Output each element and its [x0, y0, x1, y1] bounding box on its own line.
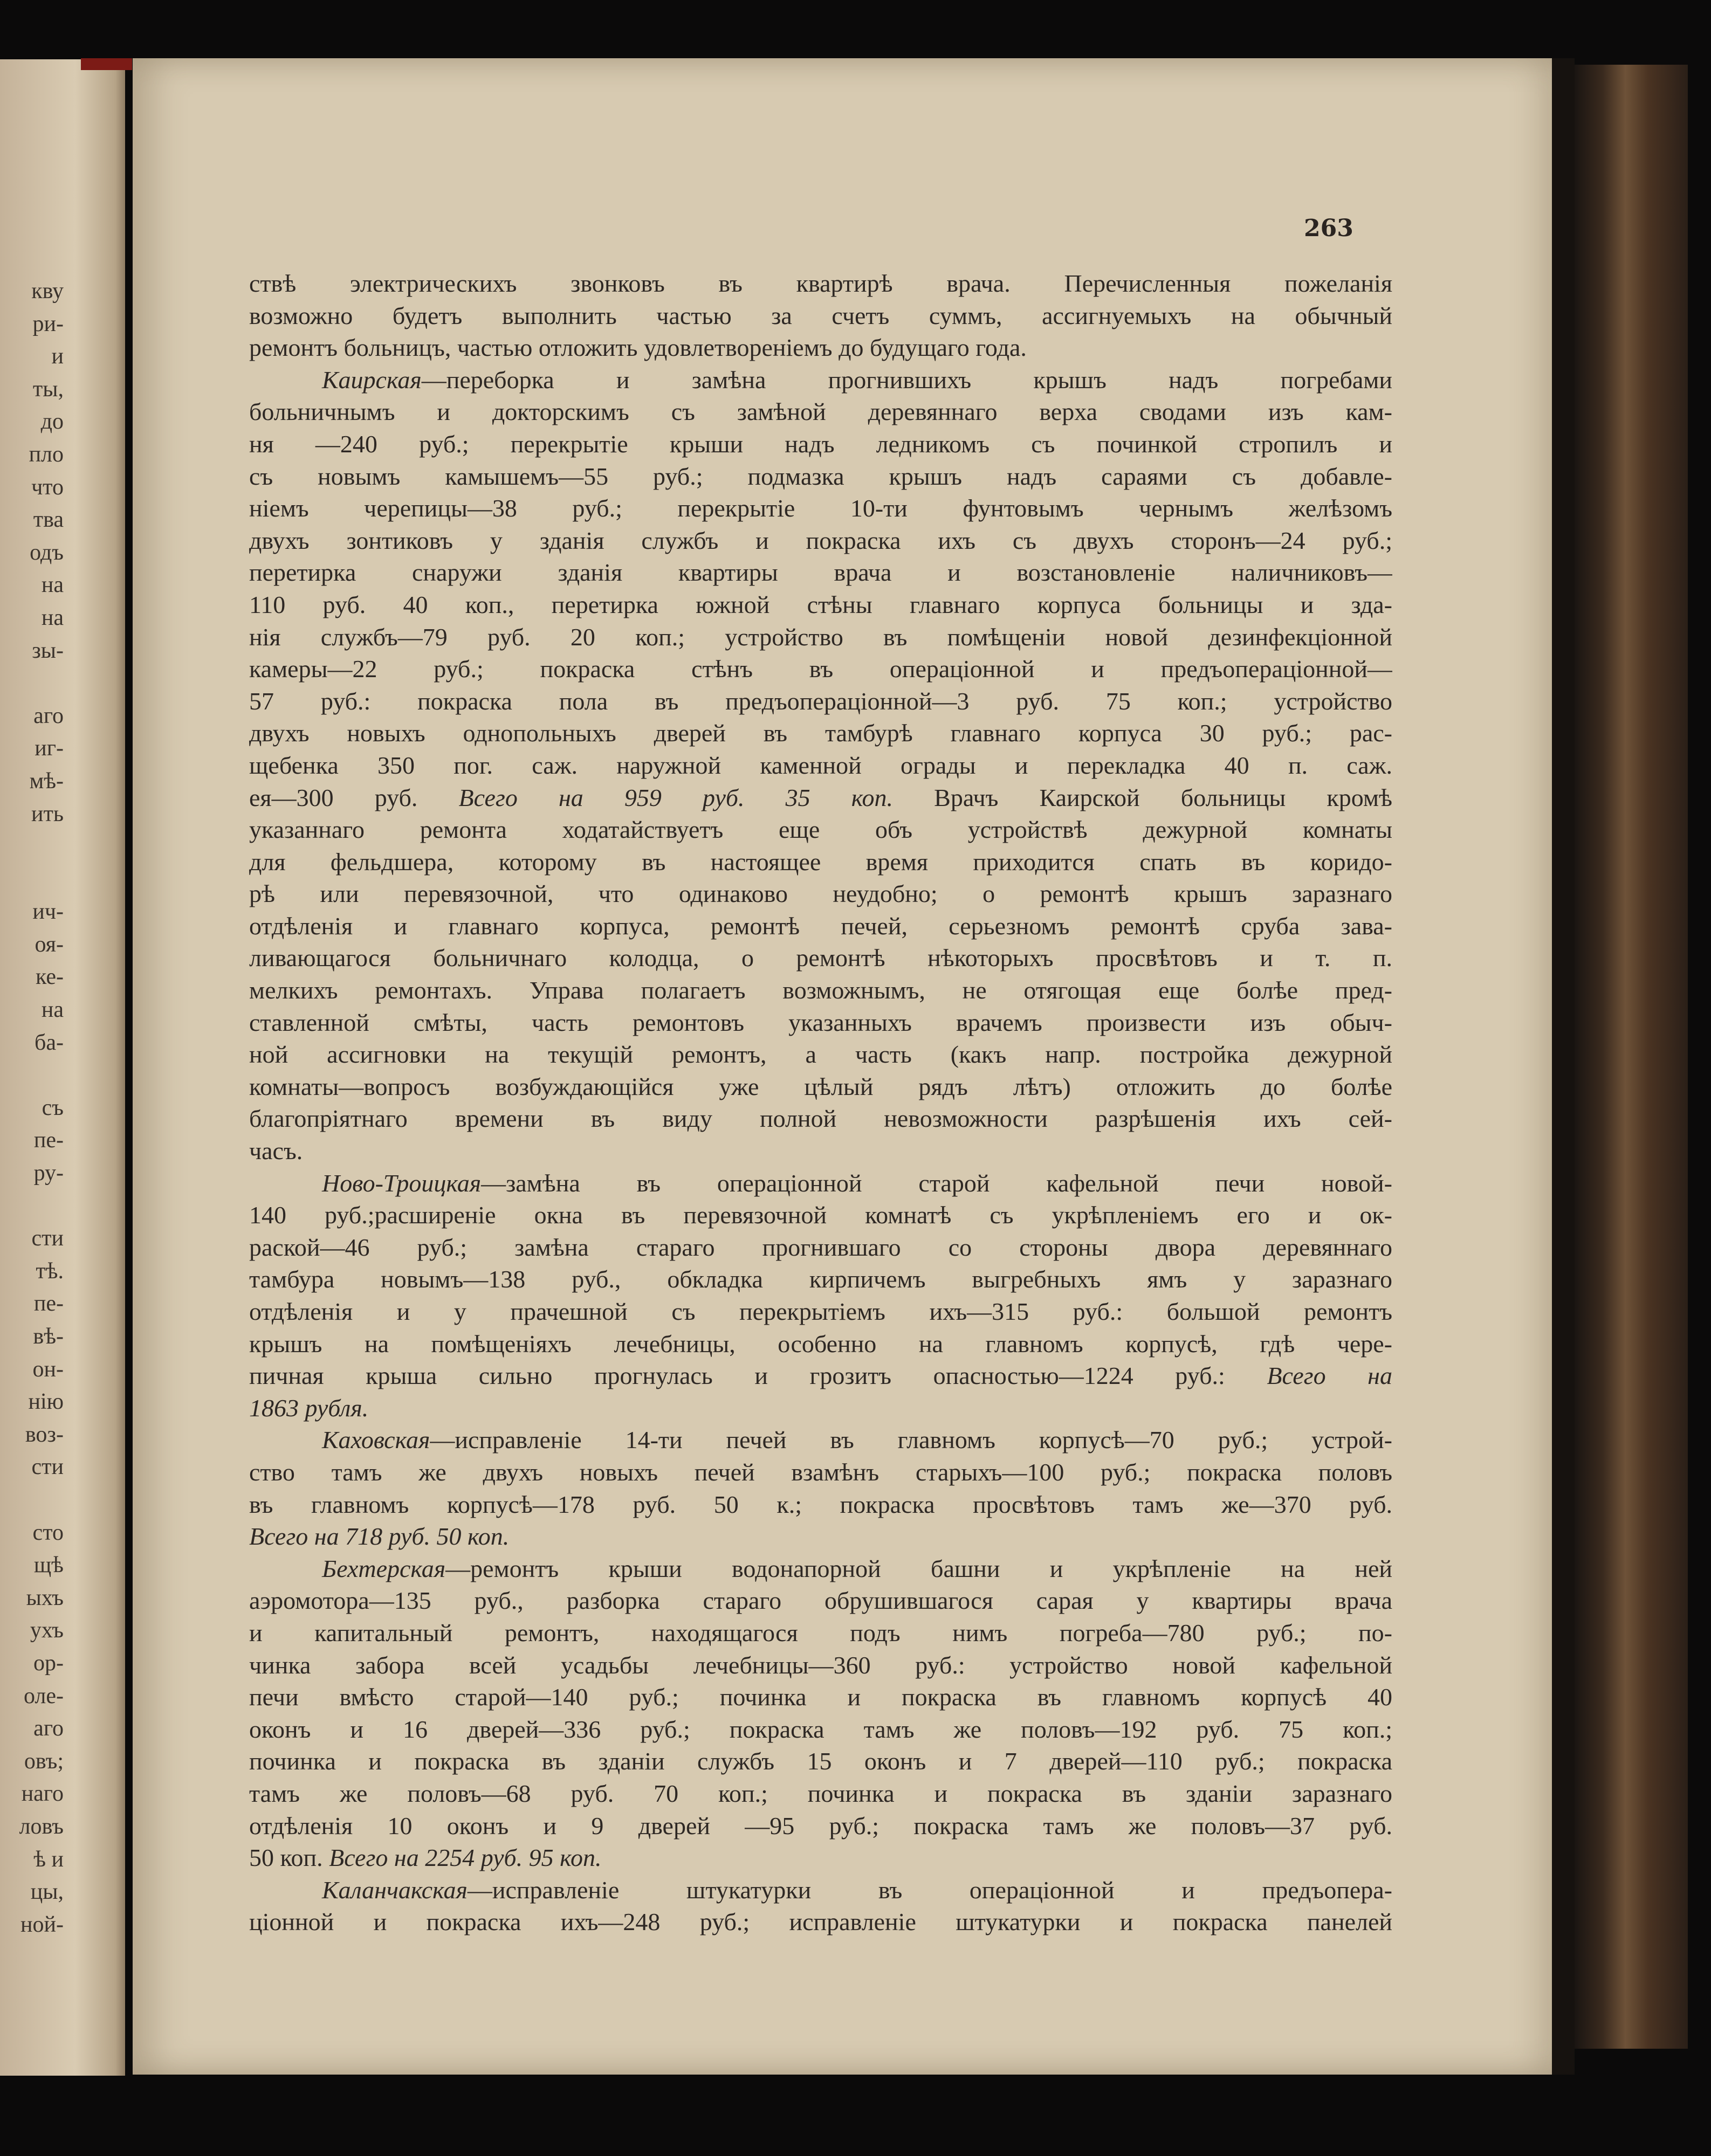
- text-line: [249, 942, 1392, 974]
- left-page-fragment: ич-: [32, 899, 64, 925]
- left-page-fragment: овъ;: [24, 1748, 64, 1774]
- line-text: для фельдшера, которому въ настоящее время приходится спать въ коридо-: [249, 848, 1392, 876]
- left-page-fragment: ри-: [32, 311, 64, 336]
- total-amount: Всего на 718 руб. 50 коп.: [249, 1523, 510, 1551]
- text-line: [249, 1489, 1392, 1521]
- line-text: щебенка 350 пог. саж. наружной каменной ограды и перекладка 40 п. саж.: [249, 751, 1392, 779]
- text-line: [249, 332, 1392, 364]
- line-text: ніемъ черепицы—38 руб.; перекрытіе 10-ти фунтовымъ чернымъ желѣзомъ: [249, 494, 1392, 522]
- line-text: Врачъ Каирской больницы кромѣ: [893, 783, 1392, 811]
- text-line: [249, 1038, 1392, 1071]
- line-text: починка и покраска въ зданіи службъ 15 оконъ и 7 дверей—110 руб.; покраска: [249, 1747, 1392, 1775]
- line-text: ремонтъ больницъ, частью отложить удовлетвореніемъ до будущаго года.: [249, 334, 1027, 362]
- text-line: [249, 1713, 1392, 1746]
- left-page-fragment: мѣ-: [29, 768, 64, 794]
- left-page-fragment: [0, 863, 64, 896]
- left-page-fragment: оле-: [23, 1683, 64, 1709]
- left-page-fragment: [0, 1059, 64, 1092]
- line-text: нія службъ—79 руб. 20 коп.; устройство въ помѣщеніи новой дезинфекціонной: [249, 623, 1392, 651]
- left-page-fragment: на: [41, 573, 64, 598]
- line-text: благопріятнаго времени въ виду полной невозможности разрѣшенія ихъ сей-: [249, 1105, 1392, 1133]
- text-line: [249, 460, 1392, 493]
- text-line: [249, 1810, 1392, 1842]
- line-text: двухъ новыхъ однопольныхъ дверей въ тамбурѣ главнаго корпуса 30 руб.; рас-: [249, 719, 1392, 747]
- page-body-text: [249, 267, 1392, 1938]
- text-line: [249, 846, 1392, 878]
- left-page-fragment: ты,: [32, 376, 64, 402]
- line-text: аэромотора—135 руб., разборка стараго обрушившагося сарая у квартиры врача: [249, 1587, 1392, 1615]
- text-line: [249, 589, 1392, 621]
- text-line: [249, 1392, 1392, 1424]
- text-line: [249, 1103, 1392, 1135]
- text-line: [249, 428, 1392, 460]
- left-page-fragment: ловъ: [19, 1814, 64, 1839]
- line-text: —исправленіе 14-ти печей въ главномъ корпусѣ—70 руб.; устрой-: [430, 1426, 1392, 1454]
- left-page-fragment: сто: [32, 1520, 64, 1545]
- line-text: —исправленіе штукатурки въ операціонной и предъопера-: [467, 1876, 1392, 1904]
- text-line: [249, 1007, 1392, 1039]
- line-text: и капитальный ремонтъ, находящагося подъ нимъ погреба—780 руб.; по-: [249, 1618, 1392, 1647]
- left-page-fragment: и: [51, 344, 64, 369]
- text-line: [249, 1553, 1392, 1585]
- text-line: [249, 1778, 1392, 1810]
- text-line: [249, 1842, 1392, 1874]
- left-page-fragment: [0, 1484, 64, 1517]
- left-page-fragment: вѣ-: [33, 1324, 64, 1349]
- left-page-fragment: сти: [31, 1226, 64, 1251]
- left-page-fragment: ить: [31, 801, 64, 826]
- left-page-fragment: ор-: [33, 1650, 64, 1676]
- line-text: —ремонтъ крыши водонапорной башни и укрѣпленіе на ней: [445, 1554, 1392, 1582]
- text-line: [249, 814, 1392, 846]
- place-name: Ново-Троицкая: [322, 1169, 482, 1197]
- line-text: крышъ на помѣщеніяхъ лечебницы, особенно на главномъ корпусѣ, гдѣ чере-: [249, 1330, 1392, 1358]
- line-text: ея—300 руб.: [249, 783, 459, 811]
- line-text: чинка забора всей усадьбы лечебницы—360 руб.: устройство новой кафельной: [249, 1651, 1392, 1679]
- text-line: [249, 396, 1392, 428]
- line-text: цiонной и покраска ихъ—248 руб.; исправленіе штукатурки и покраска панелей: [249, 1908, 1392, 1936]
- text-line: [249, 1199, 1392, 1231]
- left-page-fragment: тѣ.: [36, 1258, 64, 1284]
- line-text: отдѣленія 10 оконъ и 9 дверей —95 руб.; покраска тамъ же половъ—37 руб.: [249, 1811, 1392, 1840]
- text-line: [249, 525, 1392, 557]
- left-page-fragment: ной-: [20, 1912, 64, 1937]
- text-line: [249, 717, 1392, 749]
- line-text: перетирка снаружи зданія квартиры врача и возстановленіе наличниковъ—: [249, 559, 1392, 587]
- line-text: отдѣленія и главнаго корпуса, ремонтѣ печей, серьезномъ ремонтѣ сруба зава-: [249, 912, 1392, 940]
- text-line: [249, 1617, 1392, 1649]
- line-text: оконъ и 16 дверей—336 руб.; покраска тамъ же половъ—192 руб. 75 коп.;: [249, 1715, 1392, 1743]
- text-line: [249, 1328, 1392, 1360]
- left-page-fragment: [0, 1190, 64, 1223]
- line-text: возможно будетъ выполнить частью за счетъ суммъ, ассигнуемыхъ на обычный: [249, 301, 1392, 329]
- line-text: тамбура новымъ—138 руб., обкладка кирпичемъ выгребныхъ ямъ у заразнаго: [249, 1265, 1392, 1293]
- line-text: больничнымъ и докторскимъ съ замѣной деревяннаго верха сводами изъ кам-: [249, 398, 1392, 426]
- text-line: [249, 1585, 1392, 1617]
- book-spine-edge: [1552, 58, 1575, 2075]
- left-page-fragment: ѣ и: [33, 1847, 64, 1872]
- line-text: въ главномъ корпусѣ—178 руб. 50 к.; покраска просвѣтовъ тамъ же—370 руб.: [249, 1490, 1392, 1518]
- line-text: камеры—22 руб.; покраска стѣнъ въ операціонной и предъоперацiонной—: [249, 655, 1392, 683]
- line-text: 140 руб.;расширеніе окна въ перевязочной комнатѣ съ укрѣпленіемъ его и ок-: [249, 1201, 1392, 1229]
- left-page-fragment: до: [40, 409, 64, 435]
- text-line: [249, 1681, 1392, 1713]
- left-page-fragment: аго: [33, 703, 64, 728]
- text-line: [249, 653, 1392, 685]
- text-line: [249, 1520, 1392, 1553]
- left-page-fragment: воз-: [25, 1422, 64, 1447]
- left-page-fragment: [0, 830, 64, 863]
- text-line: [249, 556, 1392, 589]
- line-text: комнаты—вопросъ возбуждающійся уже цѣлый рядъ лѣтъ) отложить до болѣе: [249, 1072, 1392, 1100]
- text-line: [249, 910, 1392, 942]
- text-line: [249, 1456, 1392, 1489]
- line-text: ня —240 руб.; перекрытіе крыши надъ ледникомъ съ починкой стропилъ и: [249, 430, 1392, 458]
- text-line: [249, 878, 1392, 910]
- total-amount: Всего на: [1267, 1362, 1392, 1390]
- line-text: ливающагося больничнаго колодца, о ремонтѣ нѣкоторыхъ просвѣтовъ и т. п.: [249, 944, 1392, 972]
- text-line: [249, 300, 1392, 332]
- left-page-red-edge: [81, 58, 132, 70]
- text-line: [249, 492, 1392, 525]
- text-line: [249, 267, 1392, 300]
- left-page-fragment: он-: [32, 1356, 64, 1382]
- text-line: [249, 782, 1392, 814]
- line-text: 50 коп.: [249, 1844, 329, 1872]
- text-line: [249, 1071, 1392, 1103]
- line-text: ствѣ электрическихъ звонковъ въ квартирѣ врача. Перечисленныя пожеланія: [249, 270, 1392, 297]
- left-page-fragment: ру-: [33, 1161, 64, 1186]
- line-text: двухъ зонтиковъ у зданія службъ и покраска ихъ съ двухъ сторонъ—24 руб.;: [249, 526, 1392, 554]
- line-text: —переборка и замѣна прогнившихъ крышъ надъ погребами: [421, 366, 1392, 394]
- text-line: [249, 685, 1392, 718]
- line-text: раской—46 руб.; замѣна стараго прогнившаго со стороны двора деревяннаго: [249, 1233, 1392, 1261]
- text-line: [249, 1360, 1392, 1392]
- total-amount: Всего на 959 руб. 35 коп.: [458, 783, 894, 811]
- left-page-fragment: ке-: [36, 965, 64, 990]
- left-page-fragment: щѣ: [33, 1553, 64, 1578]
- left-page-fragment: кву: [31, 279, 64, 304]
- line-text: ставленной смѣты, часть ремонтовъ указанныхъ врачемъ произвести изъ обыч-: [249, 1008, 1392, 1036]
- text-line: [249, 1167, 1392, 1200]
- place-name: Каховская: [322, 1426, 430, 1454]
- line-text: указаннаго ремонта ходатайствуетъ еще объ устройствѣ дежурной комнаты: [249, 816, 1392, 844]
- line-text: 57 руб.: покраска пола въ предъоперацiонной—3 руб. 75 коп.; устройство: [249, 687, 1392, 715]
- text-line: [249, 749, 1392, 782]
- left-page-fragment: что: [31, 474, 64, 500]
- line-text: отдѣленія и у прачешной съ перекрытіемъ ихъ—315 руб.: большой ремонтъ: [249, 1298, 1392, 1325]
- place-name: Каланчакская: [322, 1876, 468, 1904]
- total-amount: Всего на 2254 руб. 95 коп.: [329, 1844, 602, 1872]
- text-line: [249, 1263, 1392, 1296]
- line-text: —замѣна въ операціонной старой кафельной печи новой-: [481, 1169, 1392, 1197]
- left-page-text-fragments: [0, 275, 64, 1941]
- left-page-fragment: на: [41, 997, 64, 1023]
- line-text: тамъ же половъ—68 руб. 70 коп.; починка и покраска въ зданіи заразнаго: [249, 1779, 1392, 1807]
- left-page-fragment: зы-: [32, 638, 64, 663]
- left-page-fragment: оя-: [35, 932, 64, 957]
- line-text: печи вмѣсто старой—140 руб.; починка и покраска въ главномъ корпусѣ 40: [249, 1683, 1392, 1711]
- left-page-fragment: нію: [28, 1389, 64, 1415]
- text-line: [249, 1874, 1392, 1906]
- line-text: 110 руб. 40 коп., перетирка южной стѣны главнаго корпуса больницы и зда-: [249, 590, 1392, 618]
- text-line: [249, 1906, 1392, 1938]
- text-line: [249, 974, 1392, 1007]
- total-amount: 1863 рубля.: [249, 1394, 369, 1422]
- left-page-fragment: сти: [31, 1455, 64, 1480]
- left-page-fragment: пе-: [33, 1128, 64, 1153]
- text-line: [249, 1231, 1392, 1264]
- left-page-fragment: ба-: [35, 1030, 64, 1055]
- line-text: ство тамъ же двухъ новыхъ печей взамѣнъ старыхъ—100 руб.; покраска половъ: [249, 1458, 1392, 1486]
- text-line: [249, 364, 1392, 396]
- left-page-fragment: [0, 667, 64, 700]
- left-page-fragment: пло: [29, 442, 64, 467]
- text-line: [249, 1424, 1392, 1456]
- line-text: часъ.: [249, 1137, 303, 1165]
- left-page-fragment: ыхъ: [26, 1585, 64, 1610]
- left-page-fragment: иг-: [35, 736, 64, 761]
- left-page-fragment: цы,: [30, 1879, 64, 1905]
- text-line: [249, 1745, 1392, 1778]
- left-page-fragment: одъ: [30, 540, 64, 565]
- left-page-fragment: наго: [21, 1781, 64, 1807]
- line-text: мелкихъ ремонтахъ. Управа полагаетъ возможнымъ, не отягощая еще болѣе пред-: [249, 976, 1392, 1004]
- text-line: [249, 1135, 1392, 1167]
- left-page-fragment: пе-: [33, 1291, 64, 1317]
- line-text: ной ассигновки на текущій ремонтъ, а часть (какъ напр. постройка дежурной: [249, 1041, 1392, 1069]
- left-page-fragment: тва: [33, 507, 64, 533]
- page-number: 263: [1304, 215, 1353, 242]
- line-text: съ новымъ камышемъ—55 руб.; подмазка крышъ надъ сараями съ добавле-: [249, 462, 1392, 490]
- left-page-fragment: ухъ: [30, 1618, 64, 1643]
- left-page-fragment: аго: [33, 1716, 64, 1741]
- text-line: [249, 1296, 1392, 1328]
- text-line: [249, 621, 1392, 653]
- place-name: Бехтерская: [322, 1554, 446, 1582]
- line-text: рѣ или перевязочной, что одинаково неудобно; о ремонтѣ крышъ заразнаго: [249, 880, 1392, 908]
- place-name: Каирская: [322, 366, 422, 394]
- text-line: [249, 1649, 1392, 1682]
- book-spine: [1575, 65, 1688, 2049]
- left-page-fragment: съ: [42, 1095, 64, 1120]
- left-page-fragment: на: [41, 605, 64, 630]
- line-text: пичная крыша сильно прогнулась и грозитъ опасностью—1224 руб.:: [249, 1362, 1267, 1390]
